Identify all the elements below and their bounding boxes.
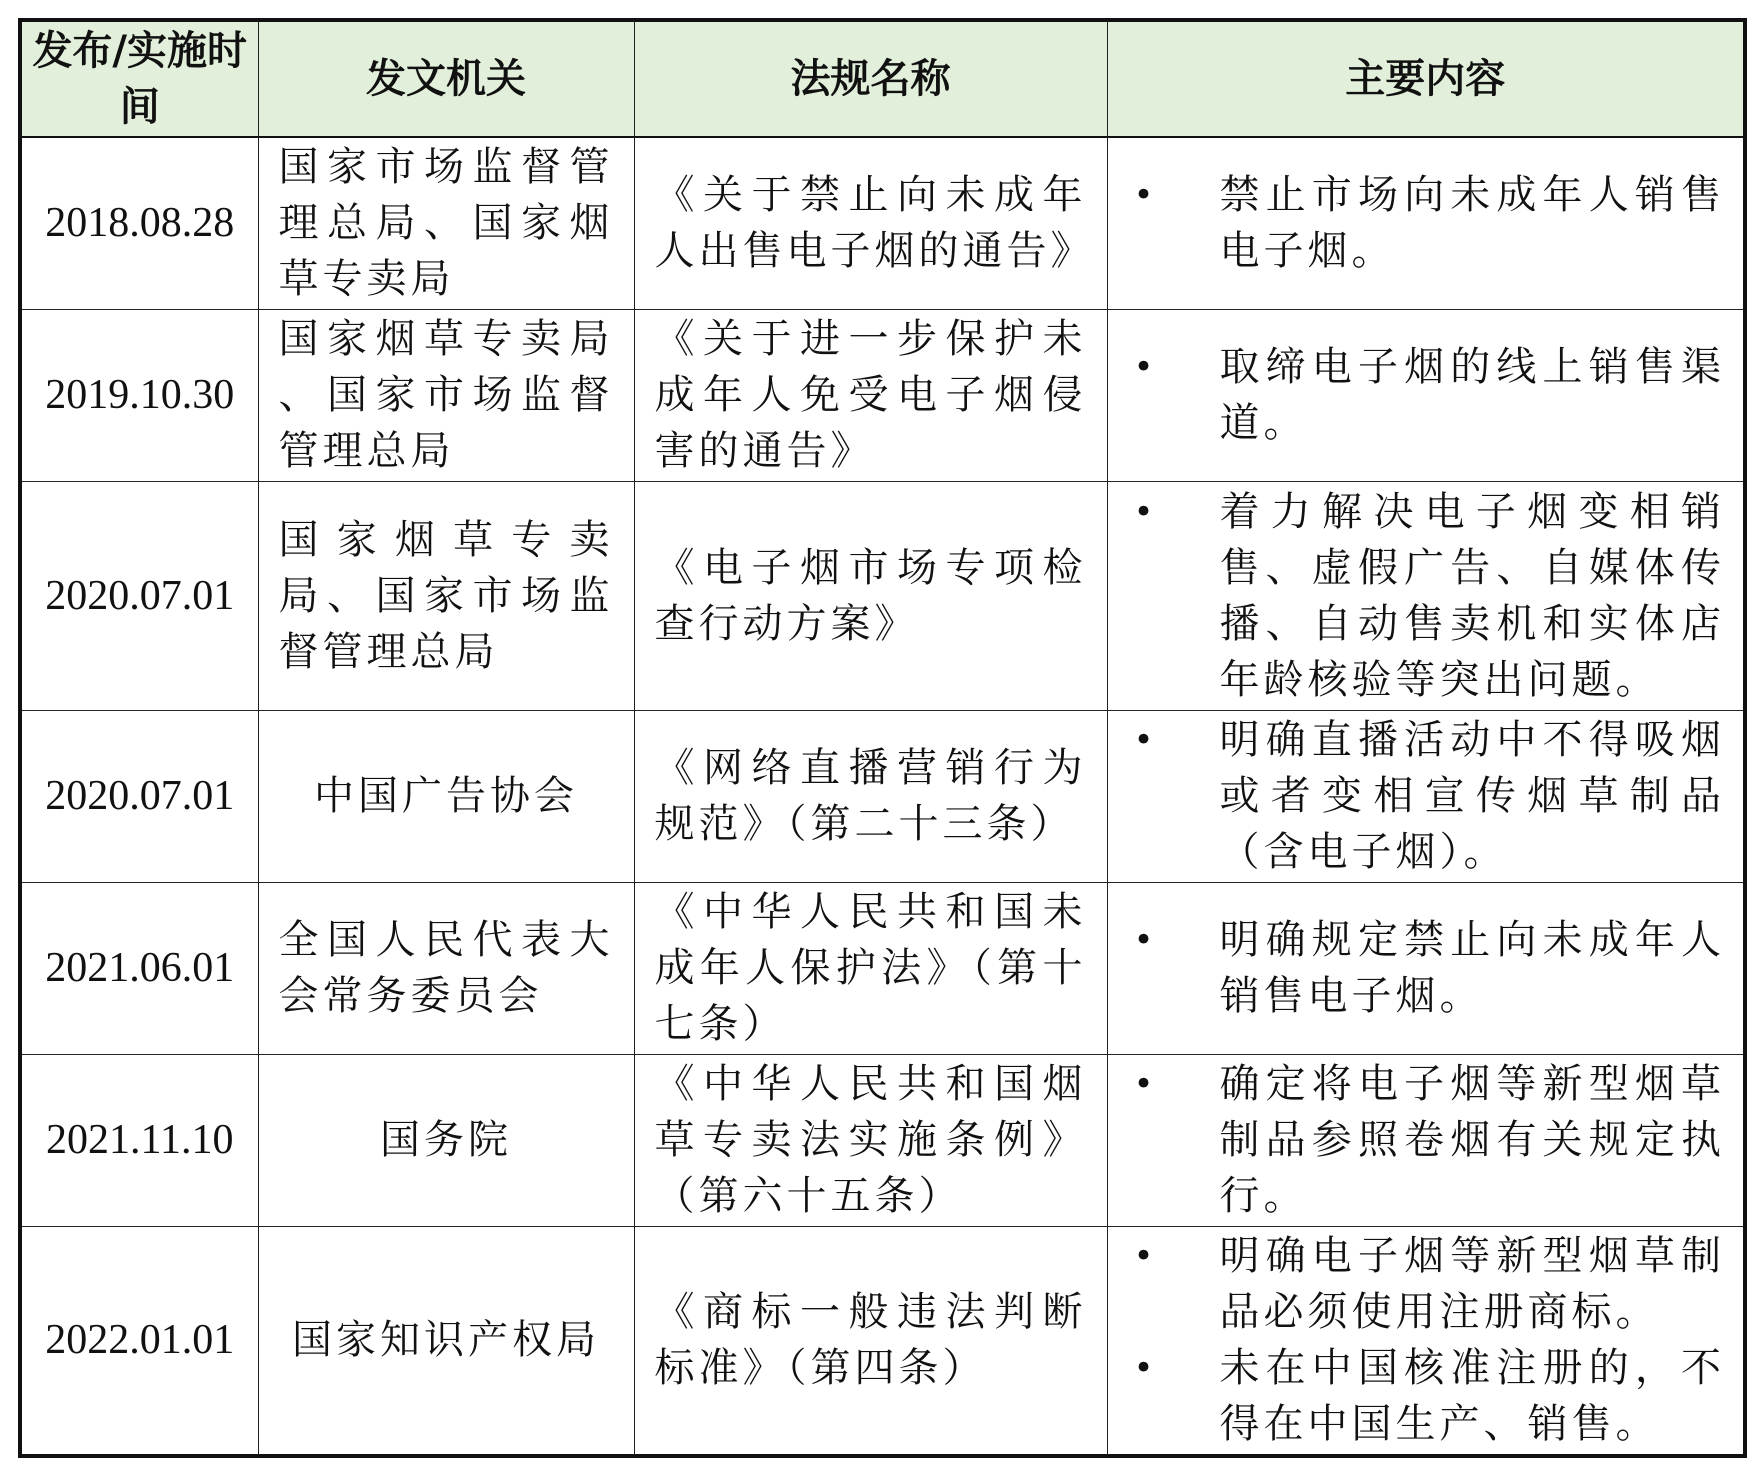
header-date: 发布/实施时间 [20,20,258,137]
table-row [20,309,1745,481]
agency-cell: 国家市场监督管理总局、国家烟草专卖局 [258,137,634,309]
content-text: 明确规定禁止向未成年人销售电子烟。 [1219,917,1725,1019]
title-cell: 《电子烟市场专项检查行动方案》 [634,481,1107,710]
header-content: 主要内容 [1107,20,1745,137]
content-text: 明确直播活动中不得吸烟或者变相宣传烟草制品（含电子烟）。 [1219,717,1725,875]
content-item [1108,912,1726,1024]
agency-cell: 国家知识产权局 [258,1226,634,1456]
content-text: 禁止市场向未成年人销售电子烟。 [1219,172,1725,275]
title-cell: 《商标一般违法判断标准》（第四条） [634,1226,1107,1456]
content-cell [1107,882,1745,1054]
content-cell [1107,1054,1745,1226]
content-cell [1107,309,1745,481]
content-cell [1107,481,1745,710]
content-cell [1107,1226,1745,1456]
content-text: 着力解决电子烟变相销售、虚假广告、自媒体传播、自动售卖机和实体店年龄核验等突出问题。 [1219,488,1725,703]
content-item [1108,1056,1726,1224]
header-title: 法规名称 [634,20,1107,137]
agency-cell: 全国人民代表大会常务委员会 [258,882,634,1054]
header-row [20,20,1745,137]
date-cell: 2022.01.01 [20,1226,258,1456]
agency-cell: 国务院 [258,1054,634,1226]
title-cell: 《中华人民共和国未成年人保护法》（第十七条） [634,882,1107,1054]
date-cell: 2019.10.30 [20,309,258,481]
title-cell: 《关于进一步保护未成年人免受电子烟侵害的通告》 [634,309,1107,481]
header-agency: 发文机关 [258,20,634,137]
date-cell: 2020.07.01 [20,481,258,710]
title-cell: 《关于禁止向未成年人出售电子烟的通告》 [634,137,1107,309]
date-cell: 2020.07.01 [20,710,258,882]
date-cell: 2018.08.28 [20,137,258,309]
date-cell: 2021.11.10 [20,1054,258,1226]
content-item [1108,712,1726,880]
content-text: 取缔电子烟的线上销售渠道。 [1219,344,1725,446]
content-text: 确定将电子烟等新型烟草制品参照卷烟有关规定执行。 [1219,1061,1725,1219]
regulation-table [18,18,1747,1458]
bullet-icon: • [1133,920,1158,960]
title-cell: 《网络直播营销行为规范》（第二十三条） [634,710,1107,882]
bullet-icon: • [1133,1236,1158,1277]
content-item [1108,484,1726,708]
content-item [1108,339,1726,451]
bullet-icon: • [1133,175,1158,216]
bullet-icon: • [1133,347,1158,387]
table-row [20,1226,1745,1456]
table-row [20,710,1745,882]
table-row [20,1054,1745,1226]
content-text: 未在中国核准注册的，不得在中国生产、销售。 [1219,1345,1725,1448]
agency-cell: 中国广告协会 [258,710,634,882]
bullet-icon: • [1133,491,1158,532]
date-cell: 2021.06.01 [20,882,258,1054]
content-cell [1107,137,1745,309]
table-row [20,882,1745,1054]
title-cell: 《中华人民共和国烟草专卖法实施条例》（第六十五条） [634,1054,1107,1226]
agency-cell: 国家烟草专卖局 、国家市场监督管理总局 [258,309,634,481]
agency-cell: 国家烟草专卖局、国家市场监督管理总局 [258,481,634,710]
bullet-icon: • [1133,1064,1158,1104]
content-cell [1107,710,1745,882]
content-item [1108,1340,1726,1452]
content-text: 明确电子烟等新型烟草制品必须使用注册商标。 [1219,1233,1725,1336]
bullet-icon: • [1133,1348,1158,1389]
content-item [1108,1228,1726,1340]
content-item [1108,167,1726,279]
table-row [20,481,1745,710]
table-row [20,137,1745,309]
bullet-icon: • [1133,720,1158,760]
